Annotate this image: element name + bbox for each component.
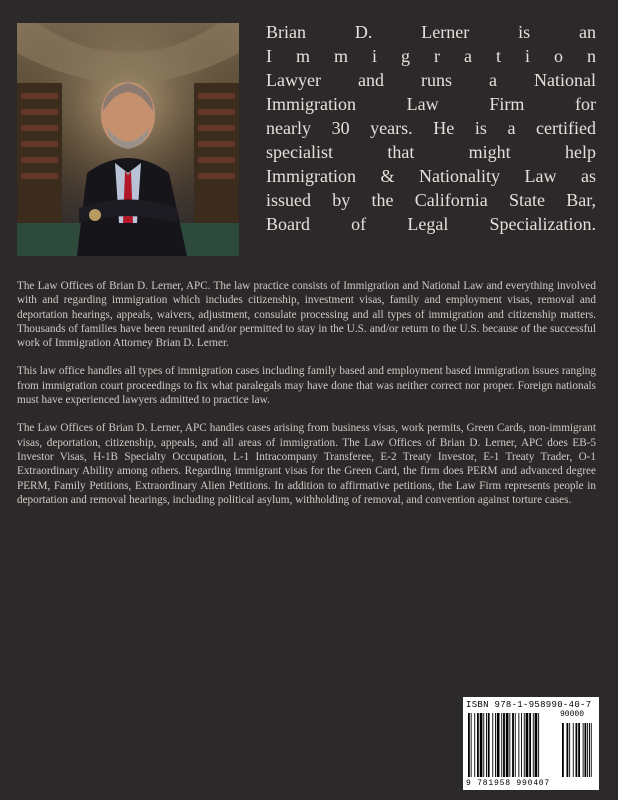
barcode-bar (591, 723, 592, 777)
barcode-bar (474, 713, 475, 777)
description (17, 279, 596, 521)
barcode-bar (468, 713, 470, 777)
barcode-bar (515, 713, 516, 777)
barcode-bar (501, 713, 502, 777)
price-code: 90000 (560, 710, 585, 719)
barcode-bar (535, 713, 538, 777)
barcode-bar (583, 723, 584, 777)
barcode-bar (509, 713, 510, 777)
description-paragraph: The Law Offices of Brian D. Lerner, APC handles cases arising from business visas, work permits, Green Cards, non-immigrant visas, deportation, citizenship, appeals, and all areas of immigration. The Law Offices of Brian D. Lerner, APC does EB-5 Investor Visas, H-1B Specialty Occupation, L-1 Intracompany Transferee, E-2 Treaty Investor, E-1 Treaty Trader, O-1 Extraordinary Ability among others. Regarding immigrant visas for the Green Card, the firm does PERM and advanced degree PERM, Family Petitions, Extraordinary Alien Petitions. In addition to affirmative petitions, the Law Firm represents people in deportation and removal hearings, including political asylum, withholding of removal, and convention against torture cases. (17, 422, 596, 506)
barcode-bar (573, 723, 574, 777)
bio-line: Lawyer and runs a National (266, 70, 596, 90)
bio-line: specialist that might help (266, 142, 596, 162)
barcode-bar (567, 723, 569, 777)
barcode-bar (587, 723, 588, 777)
description-paragraph: The Law Offices of Brian D. Lerner, APC. The law practice consists of Immigration and National Law and everything involved with and regarding immigration which includes citizenship, investment visas, family and employment visas, removal and deportation hearings, appeals, waivers, adjustment, consulate processing and all types of immigration and citizenship matters. Thousands of families have been reunited and/or permitted to stay in the U.S. and/or return to the U.S. because of the successful work of Immigration Attorney Brian D. Lerner. (17, 280, 596, 350)
barcode-bar (524, 713, 525, 777)
bio-line: I m m i g r a t i o n (266, 46, 596, 66)
barcode-bar (569, 723, 570, 777)
barcode-bar (492, 713, 493, 777)
barcode-bar (495, 713, 496, 777)
barcode-bar (538, 713, 539, 777)
barcode-bar (518, 713, 519, 777)
barcode-bar (526, 713, 529, 777)
barcode-digits: 9 781958 990407 (466, 779, 551, 788)
barcode-bar (503, 713, 505, 777)
description-paragraph: This law office handles all types of immigration cases including family based and employment based immigration issues ranging from immigration court proceedings to fix what paralegals may have done that was neither correct nor proper. Foreign nationals must have experienced lawyers admitted to practice law. (17, 365, 596, 407)
barcode-bar (471, 713, 472, 777)
bio-line: nearly 30 years. He is a certified (266, 118, 596, 138)
barcode-bar (497, 713, 500, 777)
barcode-bar (521, 713, 522, 777)
author-photo-illustration (17, 23, 239, 256)
barcode-bar (589, 723, 590, 777)
barcode-bar (477, 713, 479, 777)
barcode-bar (578, 723, 580, 777)
barcode-bar (576, 723, 578, 777)
barcode-bar (480, 713, 483, 777)
barcode-bar (506, 713, 509, 777)
bio-line: issued by the California State Bar, (266, 190, 596, 210)
author-photo (17, 23, 239, 256)
barcode-bar (488, 713, 490, 777)
barcode-bar (529, 713, 531, 777)
bio-line: Board of Legal Specialization. (266, 214, 596, 234)
barcode-bar (483, 713, 484, 777)
barcode-bar (486, 713, 487, 777)
barcode-bar (585, 723, 587, 777)
barcode-bars (466, 711, 594, 779)
author-bio (266, 20, 596, 236)
barcode-bar (533, 713, 534, 777)
isbn-label: ISBN 978-1-958990-40-7 (466, 700, 592, 710)
barcode-bar (562, 723, 564, 777)
bio-line: Immigration Law Firm for (266, 94, 596, 114)
barcode-bar (512, 713, 514, 777)
bio-line: Brian D. Lerner is an (266, 22, 596, 42)
bio-line: Immigration & Nationality Law as (266, 166, 596, 186)
